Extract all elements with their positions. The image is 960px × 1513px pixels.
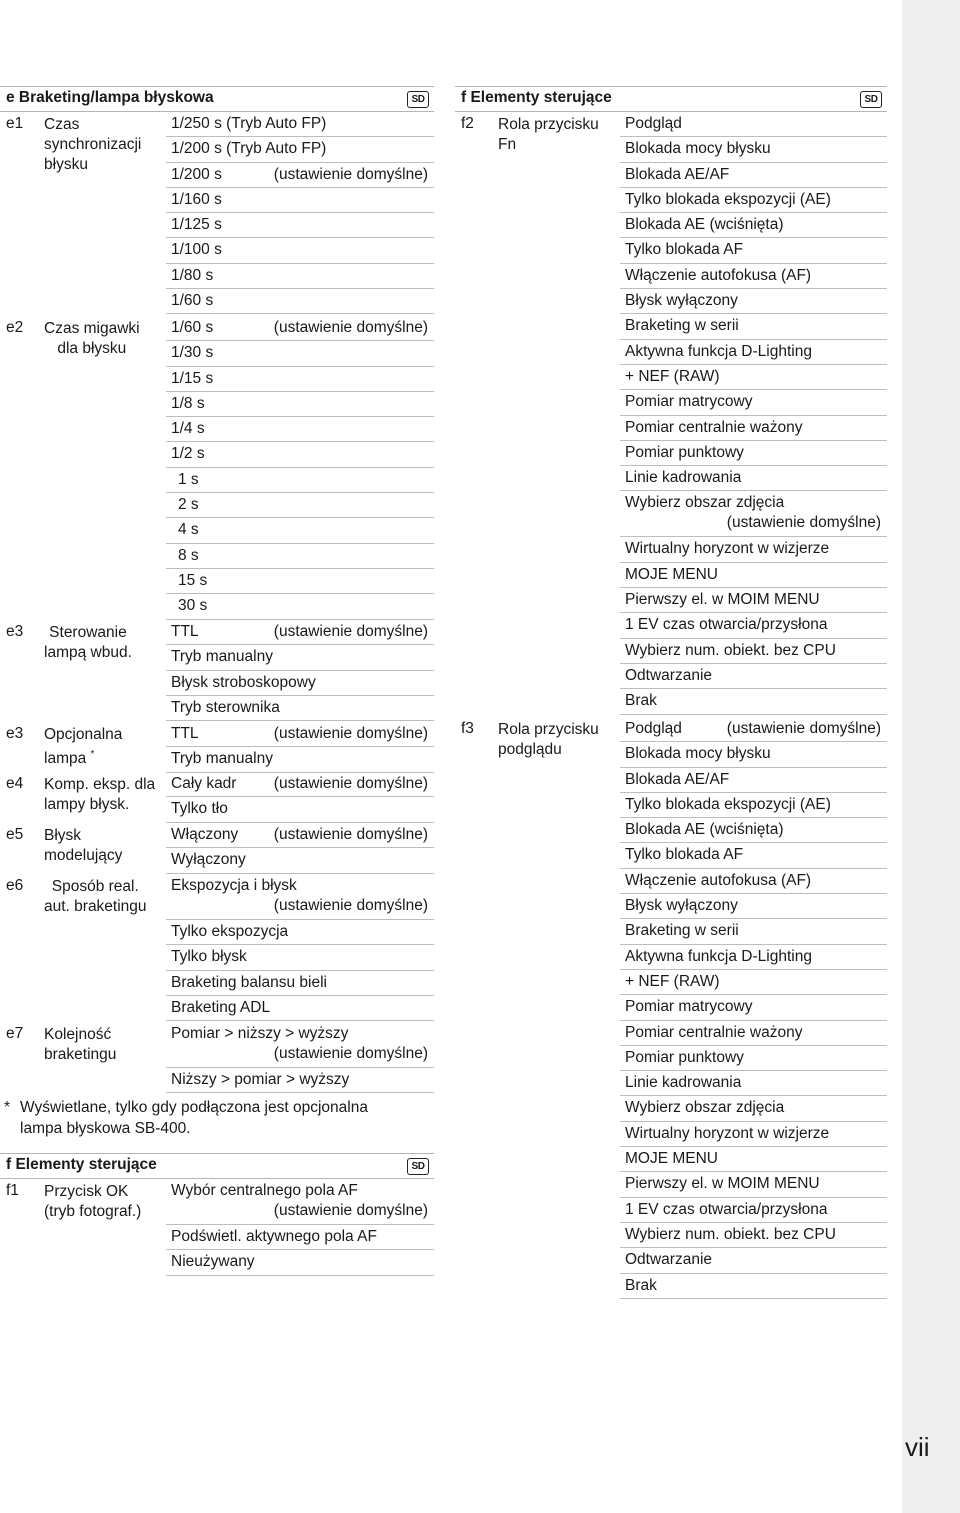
- option-value: Odtwarzanie: [625, 1251, 713, 1269]
- option-row: [620, 289, 887, 314]
- default-label: (ustawienie domyślne): [273, 775, 428, 792]
- option-row: [620, 1046, 887, 1071]
- option-row: [620, 1122, 887, 1147]
- option-row: [620, 995, 887, 1020]
- section-e: [0, 86, 434, 1088]
- option-value: Braketing w serii: [625, 922, 739, 940]
- option-row: [166, 594, 434, 619]
- option-value: Wybierz obszar zdjęcia: [625, 494, 785, 512]
- setting-name-line: modelujący: [44, 847, 123, 864]
- setting-name-line: lampa *: [44, 749, 95, 768]
- option-value: + NEF (RAW): [625, 367, 720, 385]
- setting-code: e4: [6, 775, 24, 792]
- sd-mode-icon: SD: [860, 91, 882, 108]
- option-value: 1 EV czas otwarcia/przysłona: [625, 1200, 828, 1218]
- option-value: Tylko blokada ekspozycji (AE): [625, 795, 831, 813]
- option-value: Blokada AE (wciśnięta): [625, 216, 784, 234]
- option-value: 1/8 s: [171, 394, 205, 412]
- default-label: (ustawienie domyślne): [273, 165, 428, 183]
- option-value: 1/4 s: [171, 420, 205, 438]
- option-row: [620, 1223, 887, 1248]
- option-row: [620, 264, 887, 289]
- option-value: Pierwszy el. w MOIM MENU: [625, 591, 820, 609]
- section-header: [0, 1153, 434, 1179]
- option-value: 1 s: [178, 470, 199, 488]
- options-list: [620, 717, 887, 1299]
- option-value: Pomiar punktowy: [625, 1048, 744, 1066]
- option-value: 1/200 s (Tryb Auto FP): [171, 140, 327, 158]
- option-row: [166, 367, 434, 392]
- option-row: [620, 137, 887, 162]
- option-row: [166, 1068, 434, 1093]
- option-row: [166, 392, 434, 417]
- option-value: Linie kadrowania: [625, 1074, 742, 1092]
- option-row: [620, 919, 887, 944]
- sd-mode-icon: SD: [407, 1158, 429, 1175]
- option-value: Cały kadr: [171, 775, 237, 792]
- setting-name: [498, 115, 599, 155]
- option-value: 1/60 s: [171, 319, 214, 336]
- option-row: [620, 238, 887, 263]
- option-value: Blokada mocy błysku: [625, 745, 771, 763]
- option-row: [166, 442, 434, 467]
- setting-name-line: aut. braketingu: [44, 898, 147, 915]
- option-row: [620, 213, 887, 238]
- default-label: (ustawienie domyślne): [273, 897, 428, 914]
- option-value: Blokada AE (wciśnięta): [625, 821, 784, 839]
- option-value: 1/250 s (Tryb Auto FP): [171, 115, 327, 132]
- option-row: [620, 717, 887, 742]
- option-row: [620, 945, 887, 970]
- default-label: (ustawienie domyślne): [273, 725, 428, 742]
- option-value: TTL: [171, 623, 199, 640]
- option-value: 1/100 s: [171, 241, 222, 259]
- option-row: [620, 843, 887, 868]
- sd-mode-icon: SD: [407, 91, 429, 108]
- setting-name-line: (tryb fotograf.): [44, 1203, 142, 1220]
- option-row: [620, 188, 887, 213]
- option-row: [166, 797, 434, 822]
- option-value: Pomiar > niższy > wyższy: [171, 1025, 349, 1042]
- options-list: [166, 1022, 434, 1093]
- option-value: MOJE MENU: [625, 565, 718, 583]
- option-row: [620, 818, 887, 843]
- option-row: [620, 1274, 887, 1299]
- option-value: Błysk stroboskopowy: [171, 673, 316, 691]
- option-value: 1/2 s: [171, 445, 205, 463]
- setting-name-line: lampy błysk.: [44, 796, 130, 813]
- option-value: Tryb manualny: [171, 750, 273, 768]
- option-row: [620, 1198, 887, 1223]
- option-value: Tryb sterownika: [171, 698, 280, 716]
- footnote-star: *: [4, 1099, 11, 1116]
- option-row: [166, 1179, 434, 1225]
- footnote-line: lampa błyskowa SB-400.: [20, 1120, 191, 1137]
- option-row: [620, 894, 887, 919]
- option-row: [166, 645, 434, 670]
- option-value: Tylko blokada AF: [625, 846, 744, 864]
- option-value: Tylko blokada ekspozycji (AE): [625, 190, 831, 208]
- option-row: [166, 772, 434, 797]
- setting-name-line: Rola przycisku: [498, 721, 599, 738]
- option-row: [620, 1096, 887, 1121]
- option-row: [620, 163, 887, 188]
- option-row: [166, 874, 434, 920]
- option-value: 1/200 s: [171, 165, 222, 183]
- option-row: [166, 493, 434, 518]
- option-row: [166, 823, 434, 848]
- option-value: Wirtualny horyzont w wizjerze: [625, 540, 830, 558]
- options-list: [166, 874, 434, 1021]
- setting-name-line: Błysk: [44, 827, 82, 844]
- setting-code: e7: [6, 1025, 24, 1042]
- options-list: [166, 772, 434, 823]
- option-value: TTL: [171, 725, 199, 742]
- option-value: Wybierz num. obiekt. bez CPU: [625, 1225, 836, 1243]
- option-value: Pomiar punktowy: [625, 443, 744, 461]
- option-value: Podświetl. aktywnego pola AF: [171, 1228, 377, 1245]
- option-row: [620, 416, 887, 441]
- option-value: Tylko ekspozycja: [171, 923, 289, 940]
- option-row: [166, 671, 434, 696]
- option-value: Włączenie autofokusa (AF): [625, 266, 812, 284]
- option-value: Tylko blokada AF: [625, 241, 744, 259]
- setting-name-line: Opcjonalna: [44, 726, 123, 743]
- default-label: (ustawienie domyślne): [273, 319, 428, 336]
- option-row: [620, 664, 887, 689]
- setting-code: e6: [6, 877, 24, 894]
- setting-name: [44, 877, 147, 917]
- option-value: Brak: [625, 1276, 657, 1294]
- option-value: Odtwarzanie: [625, 666, 713, 684]
- option-row: [166, 722, 434, 747]
- setting-name-line: podglądu: [498, 741, 562, 758]
- setting-name-line: Czas migawki: [44, 320, 140, 337]
- option-row: [166, 188, 434, 213]
- setting-name-line: braketingu: [44, 1046, 117, 1063]
- footnote-line: Wyświetlane, tylko gdy podłączona jest opcjonalna: [20, 1099, 368, 1116]
- setting-code: e2: [6, 319, 24, 336]
- option-row: [166, 341, 434, 366]
- setting-code: e3: [6, 725, 24, 742]
- option-row: [620, 491, 887, 537]
- setting-name-line: Fn: [498, 136, 517, 153]
- option-row: [620, 466, 887, 491]
- option-row: [166, 518, 434, 543]
- option-value: Wybierz obszar zdjęcia: [625, 1099, 785, 1117]
- option-value: Wybierz num. obiekt. bez CPU: [625, 641, 836, 659]
- option-value: 1 EV czas otwarcia/przysłona: [625, 616, 828, 634]
- setting-name-line: Rola przycisku: [498, 116, 599, 133]
- option-value: Blokada mocy błysku: [625, 140, 771, 158]
- setting-name: [44, 725, 122, 769]
- option-row: [620, 1248, 887, 1273]
- option-row: [166, 417, 434, 442]
- option-value: Braketing ADL: [171, 998, 271, 1016]
- option-row: [620, 768, 887, 793]
- options-list: [166, 1179, 434, 1276]
- default-label: (ustawienie domyślne): [273, 1045, 428, 1062]
- option-value: 1/60 s: [171, 292, 214, 310]
- setting-name-line: Sterowanie: [49, 624, 127, 641]
- setting-name-line: Komp. eksp. dla: [44, 776, 156, 793]
- option-row: [166, 238, 434, 263]
- option-value: Pomiar matrycowy: [625, 998, 753, 1016]
- section-title: e Braketing/lampa błyskowa: [6, 89, 214, 106]
- option-value: Aktywna funkcja D-Lighting: [625, 342, 812, 360]
- default-label: (ustawienie domyślne): [273, 623, 428, 640]
- option-row: [620, 613, 887, 638]
- default-label: (ustawienie domyślne): [726, 720, 881, 737]
- option-row: [166, 213, 434, 238]
- option-value: Pomiar matrycowy: [625, 393, 753, 411]
- default-label: (ustawienie domyślne): [273, 826, 428, 843]
- setting-name: [44, 775, 155, 815]
- option-row: [166, 620, 434, 645]
- option-value: Błysk wyłączony: [625, 292, 738, 310]
- option-row: [166, 468, 434, 493]
- option-row: [166, 316, 434, 341]
- option-row: [620, 441, 887, 466]
- option-row: [620, 112, 887, 137]
- option-row: [620, 537, 887, 562]
- option-row: [166, 848, 434, 873]
- setting-name: [44, 115, 141, 175]
- option-value: + NEF (RAW): [625, 972, 720, 990]
- option-value: Blokada AE/AF: [625, 165, 730, 183]
- option-row: [166, 569, 434, 594]
- option-value: Blokada AE/AF: [625, 770, 730, 788]
- setting-code: e3: [6, 623, 24, 640]
- option-row: [166, 112, 434, 137]
- footnote-marker: *: [90, 749, 95, 760]
- option-value: Podgląd: [625, 720, 682, 737]
- setting-name-line: Czas: [44, 116, 80, 133]
- option-value: 8 s: [178, 546, 199, 564]
- option-row: [166, 163, 434, 188]
- option-row: [620, 689, 887, 714]
- option-row: [620, 563, 887, 588]
- option-value: MOJE MENU: [625, 1150, 718, 1168]
- option-row: [166, 544, 434, 569]
- options-list: [166, 722, 434, 773]
- setting-name-line: Przycisk OK: [44, 1183, 129, 1200]
- option-value: Tylko tło: [171, 800, 228, 818]
- option-row: [620, 390, 887, 415]
- option-value: Wirtualny horyzont w wizjerze: [625, 1124, 830, 1142]
- section-header: [455, 86, 887, 112]
- option-row: [620, 1147, 887, 1172]
- option-value: 2 s: [178, 496, 199, 514]
- setting-name-line: Kolejność: [44, 1026, 112, 1043]
- option-row: [166, 920, 434, 945]
- option-value: 1/160 s: [171, 190, 222, 208]
- setting-name: [44, 1025, 116, 1065]
- setting-name: [44, 1182, 141, 1222]
- option-value: Ekspozycja i błysk: [171, 877, 297, 894]
- option-value: Pomiar centralnie ważony: [625, 1023, 803, 1041]
- setting-name-line: błysku: [44, 156, 88, 173]
- option-value: Pierwszy el. w MOIM MENU: [625, 1175, 820, 1193]
- option-value: Braketing balansu bieli: [171, 973, 327, 991]
- option-value: Aktywna funkcja D-Lighting: [625, 947, 812, 965]
- setting-code: f2: [461, 115, 474, 132]
- options-list: [166, 316, 434, 620]
- option-row: [166, 696, 434, 721]
- option-value: Tylko błysk: [171, 948, 247, 966]
- option-value: 1/30 s: [171, 344, 214, 362]
- setting-code: f3: [461, 720, 474, 737]
- setting-code: f1: [6, 1182, 19, 1199]
- option-row: [620, 742, 887, 767]
- page-margin-strip: [902, 0, 960, 1513]
- options-list: [620, 112, 887, 715]
- option-row: [620, 1021, 887, 1046]
- option-value: 4 s: [178, 521, 199, 539]
- section-f-left: [0, 1153, 434, 1271]
- option-row: [620, 340, 887, 365]
- option-value: Nieużywany: [171, 1253, 255, 1271]
- option-value: 1/125 s: [171, 216, 222, 234]
- section-header: [0, 86, 434, 112]
- default-label: (ustawienie domyślne): [726, 514, 881, 532]
- option-row: [620, 639, 887, 664]
- option-row: [620, 314, 887, 339]
- option-row: [166, 945, 434, 970]
- option-value: Braketing w serii: [625, 317, 739, 335]
- setting-name-line: Sposób real.: [51, 878, 139, 895]
- option-value: Niższy > pomiar > wyższy: [171, 1071, 350, 1088]
- options-list: [166, 112, 434, 314]
- setting-name-line: dla błysku: [57, 340, 127, 357]
- option-row: [166, 137, 434, 162]
- setting-code: e1: [6, 115, 24, 132]
- option-row: [166, 1022, 434, 1068]
- setting-name: [44, 319, 140, 359]
- option-value: Linie kadrowania: [625, 469, 742, 487]
- option-row: [166, 289, 434, 314]
- option-row: [620, 793, 887, 818]
- option-value: Pomiar centralnie ważony: [625, 418, 803, 436]
- option-row: [620, 1172, 887, 1197]
- option-row: [620, 869, 887, 894]
- page-number: vii: [905, 1432, 930, 1462]
- options-list: [166, 620, 434, 721]
- option-row: [620, 588, 887, 613]
- section-f-right: [455, 86, 887, 1294]
- option-row: [620, 365, 887, 390]
- option-value: Wyłączony: [171, 851, 246, 869]
- option-row: [166, 1225, 434, 1250]
- option-row: [166, 747, 434, 772]
- option-value: Podgląd: [625, 115, 682, 132]
- option-value: 1/15 s: [171, 369, 214, 387]
- options-list: [166, 823, 434, 874]
- option-value: Brak: [625, 692, 657, 710]
- option-value: Włączenie autofokusa (AF): [625, 871, 812, 889]
- setting-name: [44, 623, 132, 663]
- option-row: [166, 264, 434, 289]
- option-value: 30 s: [178, 597, 208, 615]
- option-row: [620, 970, 887, 995]
- option-value: Tryb manualny: [171, 648, 273, 666]
- setting-name-line: synchronizacji: [44, 136, 142, 153]
- section-title: f Elementy sterujące: [6, 1156, 157, 1173]
- option-value: 1/80 s: [171, 266, 214, 284]
- setting-code: e5: [6, 826, 24, 843]
- default-label: (ustawienie domyślne): [273, 1202, 428, 1219]
- section-title: f Elementy sterujące: [461, 89, 612, 106]
- option-value: Włączony: [171, 826, 239, 843]
- option-row: [166, 996, 434, 1021]
- option-value: 15 s: [178, 571, 208, 589]
- setting-name: [44, 826, 122, 866]
- option-value: Błysk wyłączony: [625, 897, 738, 915]
- setting-name-line: lampą wbud.: [44, 644, 132, 661]
- option-value: Wybór centralnego pola AF: [171, 1182, 358, 1199]
- setting-name: [498, 720, 599, 760]
- option-row: [166, 971, 434, 996]
- option-row: [166, 1250, 434, 1275]
- option-row: [620, 1071, 887, 1096]
